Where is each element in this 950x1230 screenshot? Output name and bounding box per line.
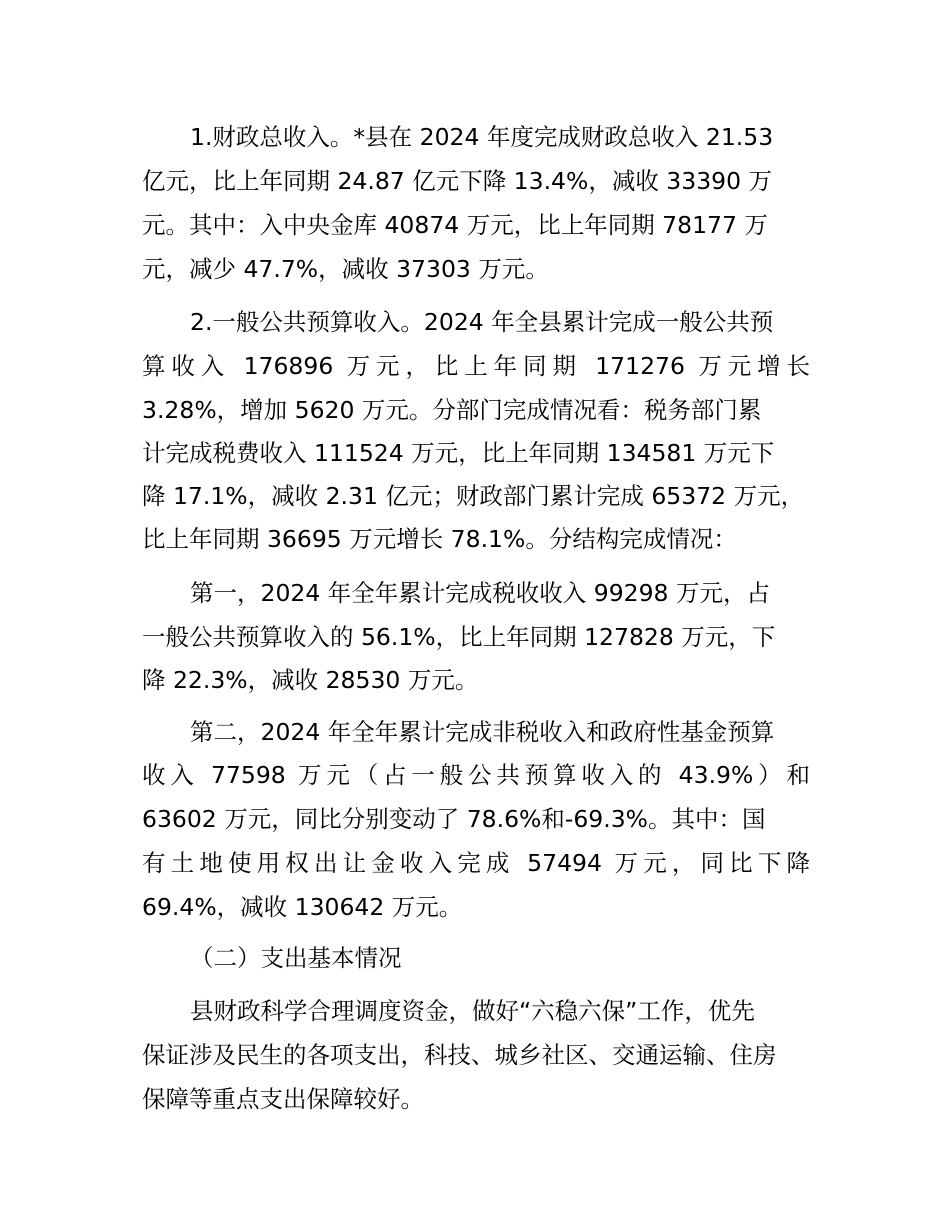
text-line: 保证涉及民生的各项支出，科技、城乡社区、交通运输、住房 (142, 1041, 777, 1069)
text-line: 计完成税费收入 111524 万元，比上年同期 134581 万元下 (142, 439, 775, 467)
text-line: 算收入 176896 万元，比上年同期 171276 万元增长 (142, 352, 810, 380)
section-heading: （二）支出基本情况 (190, 944, 402, 972)
text-line: 元，减少 47.7%，减收 37303 万元。 (142, 255, 549, 283)
text-line: 元。其中：入中央金库 40874 万元，比上年同期 78177 万 (142, 211, 768, 239)
text-line: 1.财政总收入。*县在 2024 年度完成财政总收入 21.53 (190, 123, 774, 151)
text-line: 3.28%，增加 5620 万元。分部门完成情况看：税务部门累 (142, 396, 762, 424)
text-line: 2.一般公共预算收入。2024 年全县累计完成一般公共预 (190, 308, 774, 336)
text-line: 县财政科学合理调度资金，做好“六稳六保”工作，优先 (190, 997, 755, 1025)
text-line: 63602 万元，同比分别变动了 78.6%和-69.3%。其中：国 (142, 805, 766, 833)
text-line: 降 22.3%，减收 28530 万元。 (142, 666, 479, 694)
text-line: 亿元，比上年同期 24.87 亿元下降 13.4%，减收 33390 万 (142, 167, 773, 195)
text-line: 保障等重点支出保障较好。 (142, 1085, 424, 1113)
text-line: 第二，2024 年全年累计完成非税收入和政府性基金预算 (190, 718, 775, 746)
text-line: 第一，2024 年全年累计完成税收收入 99298 万元，占 (190, 579, 770, 607)
text-line: 一般公共预算收入的 56.1%，比上年同期 127828 万元，下 (142, 623, 776, 651)
text-line: 降 17.1%，减收 2.31 亿元；财政部门累计完成 65372 万元， (142, 482, 805, 510)
text-line: 比上年同期 36695 万元增长 78.1%。分结构完成情况： (142, 525, 737, 553)
text-line: 69.4%，减收 130642 万元。 (142, 893, 463, 921)
text-line: 收入 77598 万元（占一般公共预算收入的 43.9%）和 (142, 761, 810, 789)
text-line: 有土地使用权出让金收入完成 57494 万元，同比下降 (142, 849, 810, 877)
